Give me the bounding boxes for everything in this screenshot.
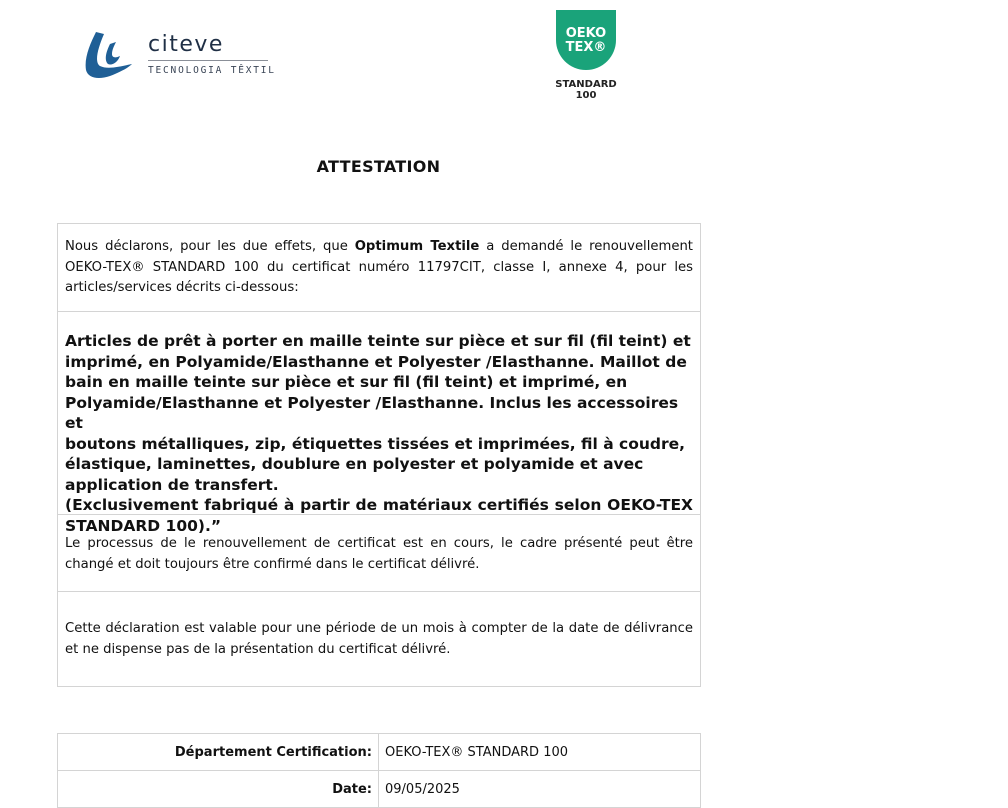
process-note: Le processus de le renouvellement de certificat est en cours, le cadre présenté peut être changé et doit toujours être confirmé dans le certificat délivré. <box>65 536 693 572</box>
citeve-name: citeve <box>148 32 224 57</box>
attestation-box <box>57 223 701 687</box>
date-label: Date: <box>58 771 379 808</box>
articles-line: application de transfert. <box>65 475 279 494</box>
oeko-tex-badge <box>556 10 616 70</box>
oeko-standard-label: STANDARD <box>555 79 617 90</box>
date-value: 09/05/2025 <box>379 771 701 808</box>
articles-line: bain en maille teinte sur pièce et sur fil (fil teint) et imprimé, en <box>65 373 628 391</box>
validity-note: Cette déclaration est valable pour une période de un mois à compter de la date de délivrance et ne dispense pas de la présentation du certificat délivré. <box>65 621 693 657</box>
oeko-line1: OEKO <box>565 26 607 41</box>
oeko-tex-logo <box>553 10 619 102</box>
declaration-text <box>65 237 693 299</box>
citeve-emblem-icon <box>82 30 134 80</box>
oeko-standard-number: 100 <box>575 90 597 101</box>
articles-line: (Exclusivement fabriqué à partir de matériaux certifiés selon OEKO-TEX <box>65 496 693 514</box>
department-value: OEKO-TEX® STANDARD 100 <box>379 734 701 771</box>
articles-line: élastique, laminettes, doublure en polyester et polyamide et avec <box>65 455 644 473</box>
articles-text <box>65 331 693 536</box>
articles-line: imprimé, en Polyamide/Elasthanne et Polyester /Elasthanne. Maillot de <box>65 352 687 371</box>
articles-section <box>58 312 700 535</box>
articles-line: boutons métalliques, zip, étiquettes tissées et imprimées, fil à coudre, <box>65 434 686 453</box>
articles-line: STANDARD 100).” <box>65 516 222 535</box>
validity-section <box>58 592 700 686</box>
oeko-line2: TEX® <box>565 40 607 55</box>
company-name: Optimum Textile <box>354 239 480 254</box>
department-label: Département Certification: <box>58 734 379 771</box>
citeve-divider <box>148 60 268 61</box>
articles-line: Articles de prêt à porter en maille teinte sur pièce et sur fil (fil teint) et <box>65 332 691 350</box>
table-row <box>58 734 701 771</box>
citeve-subtitle: TECNOLOGIA TÊXTIL <box>148 65 276 76</box>
citeve-logo <box>82 28 282 84</box>
declaration-before: Nous déclarons, pour les due effets, que <box>65 239 355 254</box>
declaration-section <box>58 224 700 312</box>
declaration-after: a demandé le renouvellement OEKO-TEX® STANDARD 100 du certificat numéro 11797CIT, classe I, annexe 4, pour les articles/services décrits ci-dessous: <box>65 239 693 295</box>
info-table <box>57 733 701 808</box>
page-title: ATTESTATION <box>316 157 441 176</box>
table-row <box>58 771 701 808</box>
articles-line: Polyamide/Elasthanne et Polyester /Elasthanne. Inclus les accessoires et <box>65 393 679 432</box>
